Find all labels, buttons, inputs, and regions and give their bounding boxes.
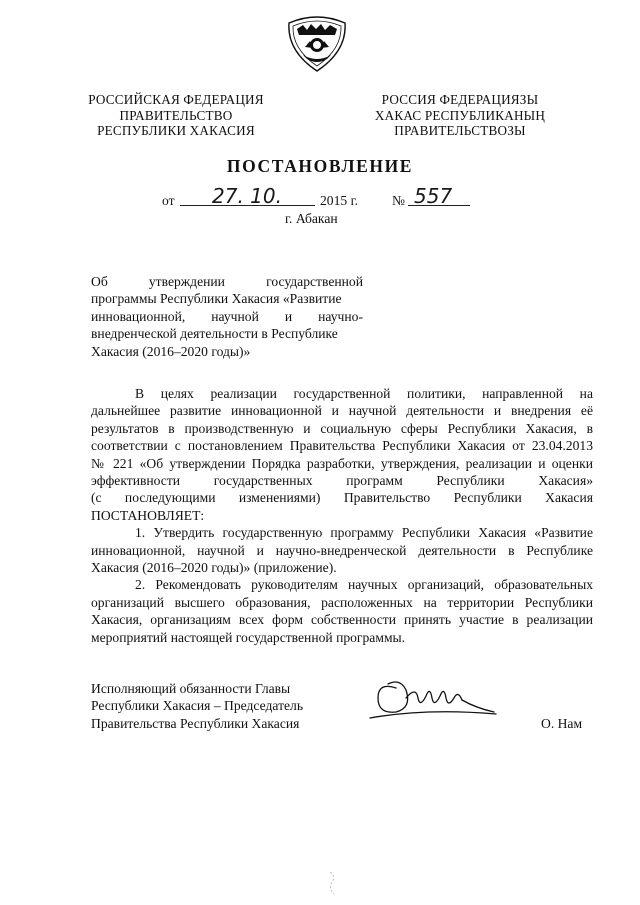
body-line: № 221 «Об утверждении Порядка разработки, утверждения, реализации и оценки (91, 455, 593, 471)
body-text (91, 385, 593, 646)
body-line: 1. Утвердить государственную программу Республики Хакасия «Развитие (135, 525, 593, 541)
signatory-name: О. Нам (541, 716, 583, 731)
subject-line: внедренческой деятельности в Республике (91, 326, 338, 342)
body-line: ПОСТАНОВЛЯЕТ: (91, 507, 205, 523)
body-line: 2. Рекомендовать руководителям научных организаций, образовательных (135, 577, 593, 593)
subject-line: программы Республики Хакасия «Развитие (91, 291, 342, 307)
body-line: инновационной, научной и научно-внедренческой деятельности в Республике (91, 542, 593, 558)
document-title: ПОСТАНОВЛЕНИЕ (226, 156, 414, 176)
body-line: В целях реализации государственной политики, направленной на (135, 386, 593, 401)
date-prefix: от (162, 193, 175, 208)
handwritten-signature (366, 668, 516, 724)
coat-of-arms-emblem (283, 13, 351, 73)
signature-line3: Правительства Республики Хакасия (91, 715, 300, 731)
body-line: эффективности государственных программ Республики Хакасия» (91, 473, 593, 489)
handwritten-number: 557 (414, 184, 453, 208)
header-right-line1: РОССИЯ ФЕДЕРАЦИЯЗЫ (381, 92, 539, 107)
header-right (360, 92, 560, 139)
body-line: результатов в производственную и социальную сферы Республики Хакасия, в (91, 420, 593, 436)
subject-block (91, 273, 363, 360)
handwritten-date: 27. 10. (212, 184, 282, 208)
header-right-line2: ХАКАС РЕСПУБЛИКАНЫҢ (374, 107, 546, 123)
header-left (70, 92, 282, 139)
signature-line2: Республики Хакасия – Председатель (91, 698, 304, 714)
place: г. Абакан (285, 211, 338, 226)
scan-mark (326, 870, 340, 898)
header-left-line1: РОССИЙСКАЯ ФЕДЕРАЦИЯ (88, 92, 264, 107)
body-line: соответствии с постановлением Правительства Республики Хакасия от 23.04.2013 (91, 438, 593, 454)
body-line: (с последующими изменениями) Правительство Республики Хакасия (91, 490, 593, 506)
header-right-line3: ПРАВИТЕЛЬСТВОЗЫ (394, 123, 526, 138)
subject-line: инновационной, научной и научно- (91, 308, 363, 324)
body-line: организаций высшего образования, расположенных на территории Республики (91, 594, 593, 610)
body-line: Хакасия (2016–2020 годы)» (приложение). (91, 560, 337, 576)
body-line: мероприятий настоящей государственной программы. (91, 629, 406, 645)
signature-line1: Исполняющий обязанности Главы (91, 681, 291, 696)
header-left-line2: ПРАВИТЕЛЬСТВО (119, 107, 233, 123)
header-left-line3: РЕСПУБЛИКИ ХАКАСИЯ (97, 123, 255, 138)
year-label: 2015 г. (320, 193, 359, 208)
subject-line: Об утверждении государственной (91, 274, 363, 289)
number-label: № (392, 193, 405, 208)
body-line: Хакасия, организациям всех форм собственности принять участие в реализации (91, 612, 593, 628)
signature-title (91, 680, 351, 732)
body-line: дальнейшее развитие инновационной и научной деятельности и внедрения её (91, 403, 593, 419)
subject-line: Хакасия (2016–2020 годы)» (91, 343, 251, 359)
